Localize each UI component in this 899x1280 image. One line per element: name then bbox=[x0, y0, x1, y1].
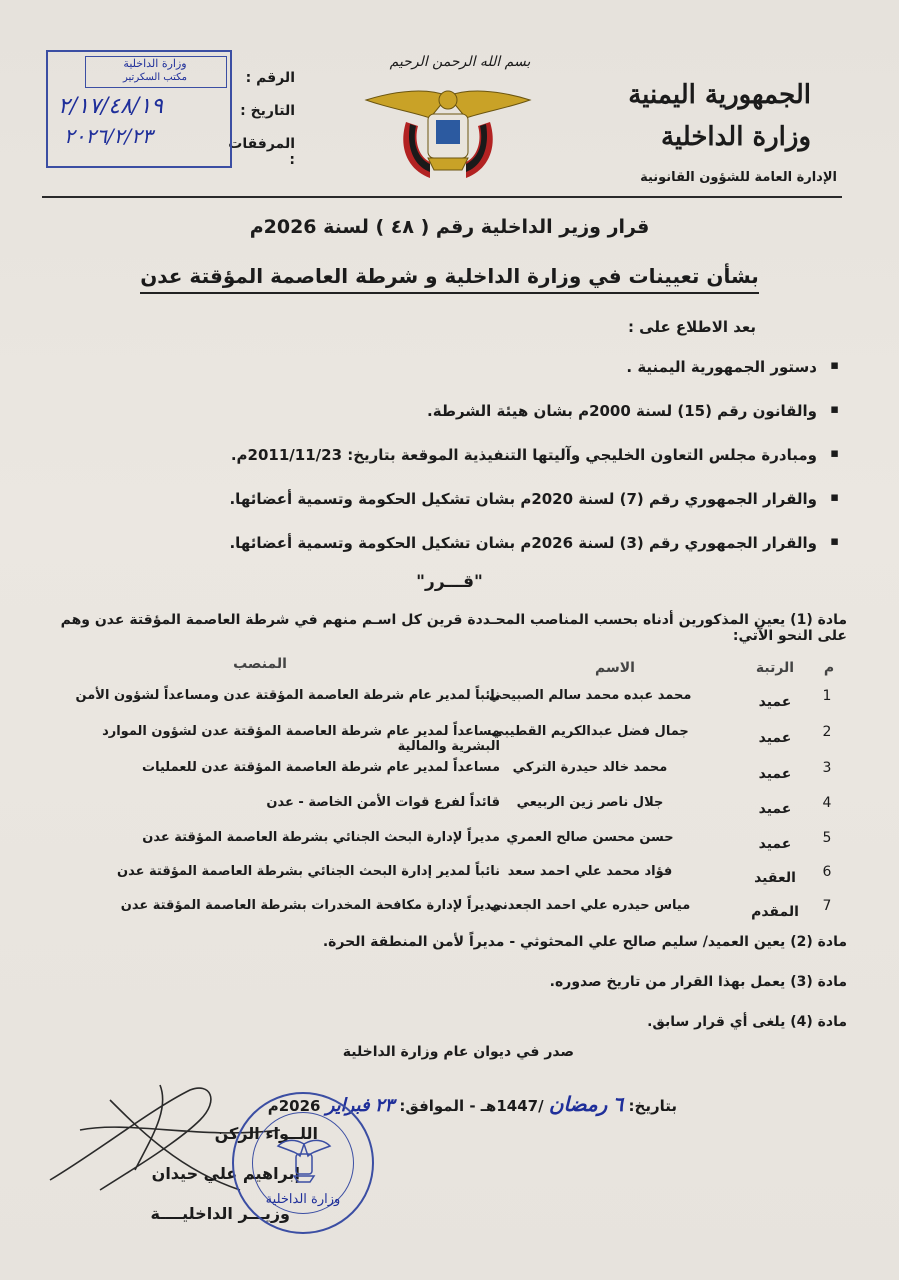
handwritten-date: ٢٠٢٦/٢/٢٣ bbox=[64, 124, 153, 148]
reference-item: والقرار الجمهوري رقم (3) لسنة 2026م بشان تشكيل الحكومة وتسمية أعضائها. ▪ bbox=[229, 534, 817, 552]
col-header-position: المنصب bbox=[233, 656, 287, 672]
row-name: فؤاد محمد علي احمد سعد bbox=[507, 864, 673, 879]
decree-subject-text: بشأن تعيينات في وزارة الداخلية و شرطة العاصمة المؤقتة عدن bbox=[140, 264, 759, 294]
row-name: مياس حيدره علي احمد الجعدني bbox=[489, 898, 691, 913]
row-position: مساعداً لمدير عام شرطة العاصمة المؤقتة عدن للعمليات bbox=[142, 760, 500, 775]
col-header-num: م bbox=[823, 660, 835, 676]
row-position: مديراً لإدارة مكافحة المخدرات بشرطة العاصمة المؤقتة عدن bbox=[120, 898, 500, 913]
row-name: حسن محسن صالح العمري bbox=[506, 830, 674, 845]
decided-heading: "قـــرر" bbox=[416, 572, 483, 592]
greg-year: 2026م bbox=[267, 1097, 321, 1115]
reference-item: والقانون رقم (15) لسنة 2000م بشان هيئة الشرطة. ▪ bbox=[427, 402, 817, 420]
decree-title: قرار وزير الداخلية رقم ( ٤٨ ) لسنة 2026م bbox=[249, 216, 650, 238]
row-position: نائباً لمدير عام شرطة العاصمة المؤقتة عدن ومساعداً لشؤون الأمن bbox=[75, 688, 500, 703]
row-rank: عميد bbox=[758, 694, 792, 710]
row-name: جلال ناصر زين الربيعي bbox=[516, 795, 664, 810]
signatory-title: وزيـــر الداخليــــة bbox=[150, 1204, 290, 1223]
signatory-name: إبراهيم علي حيدان bbox=[151, 1164, 300, 1183]
hijri-month: رمضان bbox=[548, 1092, 608, 1116]
header-department: الإدارة العامة للشؤون القانونية bbox=[640, 170, 837, 185]
article-3: مادة (3) يعمل بهذا القرار من تاريخ صدوره. bbox=[549, 974, 847, 990]
reference-item: والقرار الجمهوري رقم (7) لسنة 2020م بشان تشكيل الحكومة وتسمية أعضائها. ▪ bbox=[229, 490, 817, 508]
date-label: التاريخ : bbox=[240, 103, 295, 119]
row-rank: عميد bbox=[758, 801, 792, 817]
col-header-rank: الرتبة bbox=[755, 660, 795, 676]
article-4: مادة (4) يلغى أي قرار سابق. bbox=[647, 1014, 847, 1030]
row-number: 5 bbox=[822, 830, 832, 846]
row-rank: عميد bbox=[758, 730, 792, 746]
row-rank: المقدم bbox=[751, 904, 799, 920]
row-position: مديراً لإدارة البحث الجنائي بشرطة العاصمة المؤقتة عدن bbox=[142, 830, 500, 845]
intro-text: بعد الاطلاع على : bbox=[627, 318, 756, 336]
row-name: جمال فضل عبدالكريم القطيبي bbox=[491, 724, 689, 739]
row-rank: عميد bbox=[758, 766, 792, 782]
row-number: 7 bbox=[822, 898, 832, 914]
row-name: محمد خالد حيدرة التركي bbox=[512, 760, 668, 775]
ref-label: الرقم : bbox=[245, 70, 295, 86]
row-number: 2 bbox=[822, 724, 832, 740]
row-number: 1 bbox=[822, 688, 832, 704]
header-ministry: وزارة الداخلية bbox=[660, 122, 811, 152]
issued-text: صدر في ديوان عام وزارة الداخلية bbox=[342, 1044, 574, 1060]
stamp-line1: وزارة الداخلية bbox=[123, 57, 187, 70]
col-header-name: الاسم bbox=[595, 660, 635, 676]
round-stamp-text: وزارة الداخلية bbox=[265, 1192, 341, 1207]
article-1: مادة (1) يعين المذكورين أدناه بحسب المناصب المحـددة قرين كل اسـم منهم في شرطة العاصمة المؤقتة عدن وهم على النحو الآتي: bbox=[60, 612, 847, 644]
hijri-day: ٦ bbox=[612, 1092, 624, 1116]
row-position: مساعداً لمدير عام شرطة العاصمة المؤقتة عدن لشؤون الموارد البشرية والمالية bbox=[102, 724, 500, 754]
attachments-label: المرفقات : bbox=[228, 136, 295, 168]
greg-day: ٢٣ bbox=[374, 1095, 395, 1116]
header-country: الجمهورية اليمنية bbox=[628, 80, 811, 110]
row-number: 3 bbox=[822, 760, 832, 776]
yemen-emblem-icon bbox=[358, 78, 538, 184]
reference-item: ومبادرة مجلس التعاون الخليجي وآليتها التنفيذية الموقعة بتاريخ: 2011/11/23م. ▪ bbox=[231, 446, 817, 464]
row-number: 6 bbox=[822, 864, 832, 880]
date-prefix: بتاريخ: bbox=[628, 1097, 677, 1115]
row-position: نائباً لمدير إدارة البحث الجنائي بشرطة العاصمة المؤقتة عدن bbox=[117, 864, 500, 879]
row-name: محمد عبده محمد سالم الصبيحي bbox=[488, 688, 692, 703]
reference-item: دستور الجمهورية اليمنية . ▪ bbox=[626, 358, 817, 376]
row-position: قائداً لفرع قوات الأمن الخاصة - عدن bbox=[266, 795, 500, 810]
signatory-rank: اللــواء الركن bbox=[214, 1124, 318, 1143]
stamp-line2: مكتب السكرتير bbox=[123, 72, 187, 83]
row-rank: عميد bbox=[758, 836, 792, 852]
handwritten-ref: ٢/١٧/٤٨/١٩ bbox=[58, 94, 163, 119]
header-divider bbox=[42, 196, 842, 198]
stamp-eagle-icon bbox=[276, 1136, 332, 1186]
decree-subject bbox=[0, 264, 899, 288]
hijri-year: /1447هـ - الموافق: bbox=[399, 1097, 544, 1115]
greg-month: فبراير bbox=[325, 1095, 370, 1116]
row-number: 4 bbox=[822, 795, 832, 811]
basmala: بسم الله الرحمن الرحيم bbox=[389, 54, 531, 70]
row-rank: العقيد bbox=[754, 870, 796, 886]
article-2: مادة (2) يعين العميد/ سليم صالح علي المحثوثي - مديراً لأمن المنطقة الحرة. bbox=[322, 934, 847, 950]
